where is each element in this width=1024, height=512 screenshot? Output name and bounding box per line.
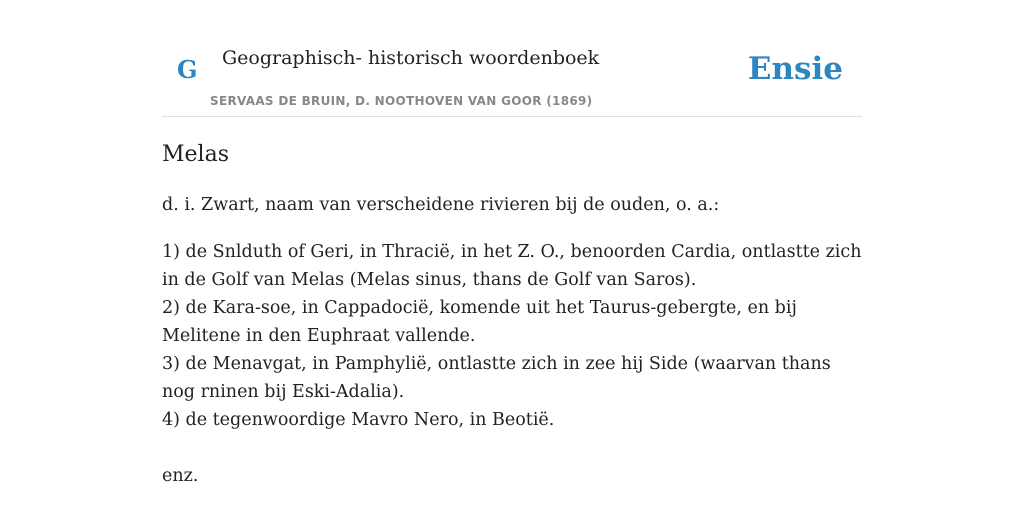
list-item: 2) de Kara-soe, in Cappadocië, komende uit het Taurus-gebergte, en bij Melitene in den Euphraat vallende. — [162, 298, 797, 346]
entry-intro: d. i. Zwart, naam van verscheidene rivieren bij de ouden, o. a.: — [162, 195, 720, 215]
list-item: 3) de Menavgat, in Pamphylië, ontlastte zich in zee hij Side (waarvan thans nog rninen bij Eski-Adalia). — [162, 354, 831, 402]
header — [162, 0, 862, 117]
book-author: SERVAAS DE BRUIN, D. NOOTHOVEN VAN GOOR (1869) — [210, 94, 593, 108]
list-item: 1) de Snlduth of Geri, in Thracië, in het Z. O., benoorden Cardia, ontlastte zich in de Golf van Melas (Melas sinus, thans de Golf van Saros). — [162, 242, 862, 290]
ensie-logo-link[interactable]: Ensie — [747, 51, 843, 87]
entry-content — [162, 140, 862, 490]
book-title-link[interactable]: Geographisch- historisch woordenboek — [222, 47, 600, 69]
entry-item-list — [162, 238, 862, 434]
entry-outro: enz. — [162, 466, 199, 486]
book-logo[interactable]: G — [177, 55, 198, 84]
list-item: 4) de tegenwoordige Mavro Nero, in Beotië. — [162, 410, 555, 430]
entry-title: Melas — [162, 142, 229, 167]
